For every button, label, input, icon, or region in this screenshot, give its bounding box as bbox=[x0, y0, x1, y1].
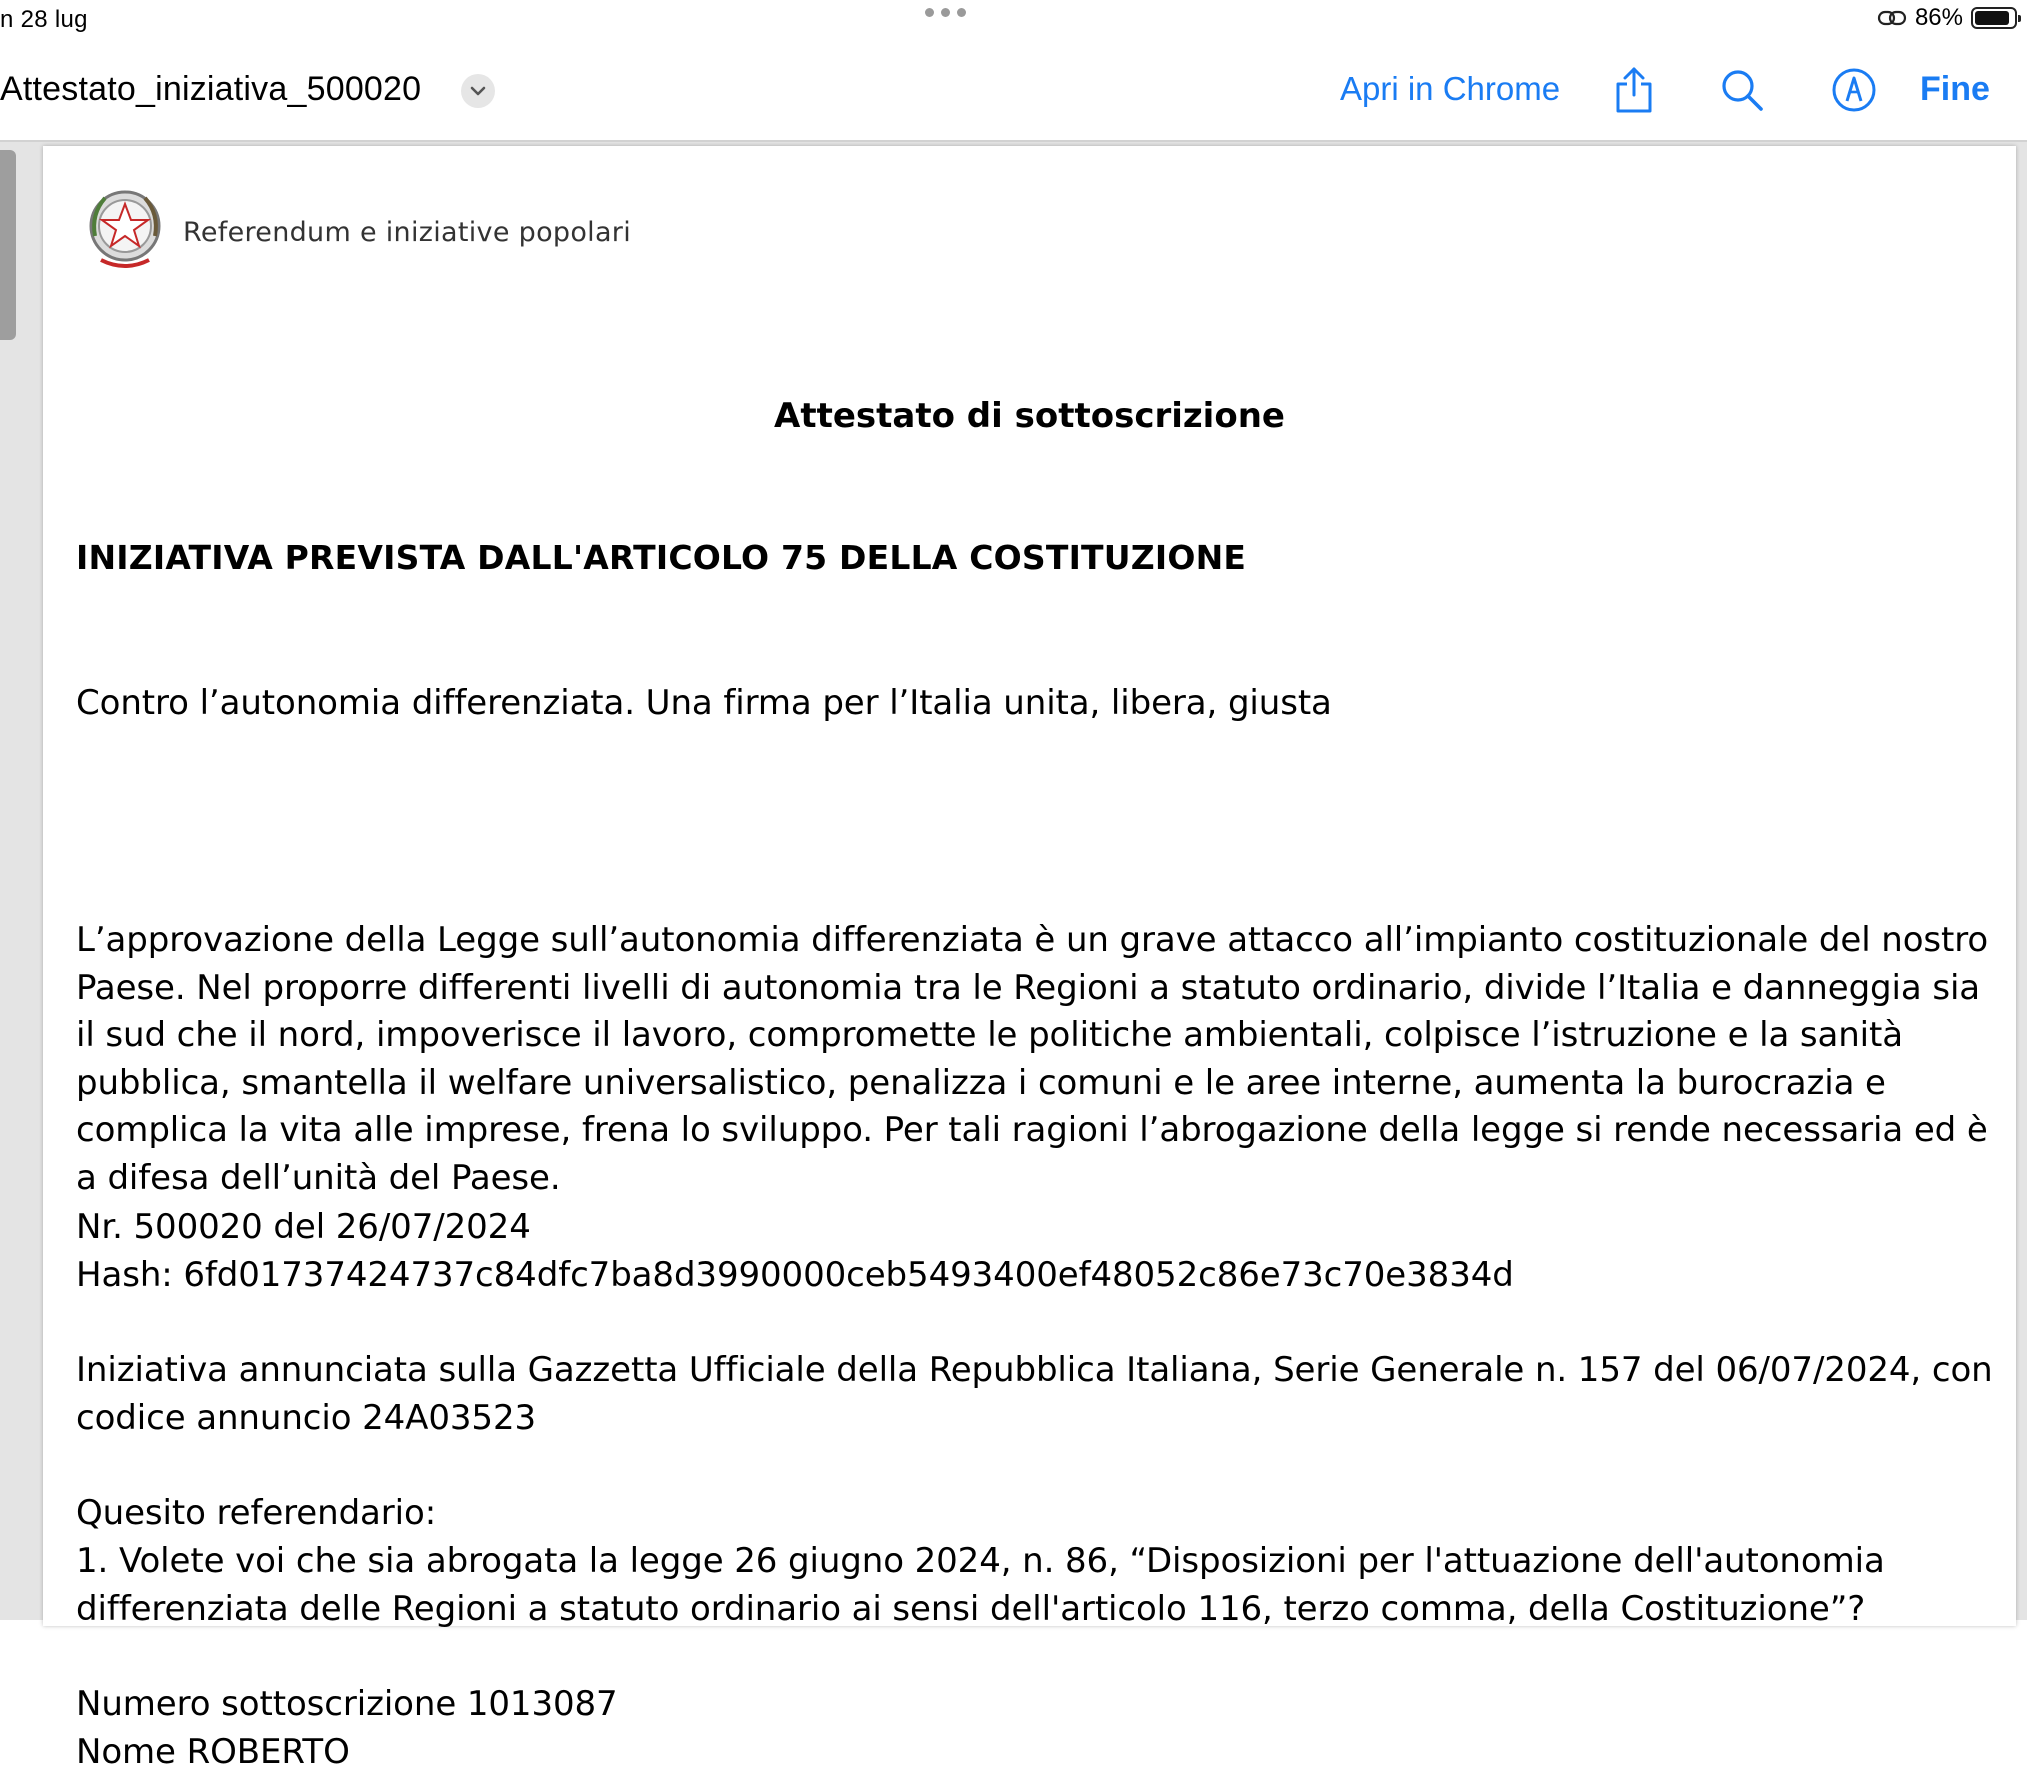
document-title[interactable]: Attestato_iniziativa_500020 bbox=[0, 70, 421, 109]
question-label: Quesito referendario: bbox=[76, 1490, 2006, 1538]
italian-republic-emblem-icon bbox=[83, 184, 167, 274]
signature-number: Numero sottoscrizione 1013087 bbox=[76, 1681, 2006, 1729]
status-right bbox=[1877, 4, 2017, 32]
initiative-description: L’approvazione della Legge sull’autonomia differenziata è un grave attacco all’impianto costituzionale del nostro Paese. Nel proporre differenti livelli di autonomia tra le Regioni a statuto ordinario, divide l’Italia e danneggia sia il sud che il nord, impoverisce il lavoro, compromette le politiche ambientali, colpisce l’istruzione e la sanità pubblica, smantella il welfare universalistico, penalizza i comuni e le aree interne, aumenta la burocrazia e complica la vita alle imprese, frena lo sviluppo. Per tali ragioni l’abrogazione della legge si rende necessaria ed è a difesa dell’unità del Paese. bbox=[76, 917, 2006, 1202]
markup-pen-icon[interactable] bbox=[1826, 62, 1882, 118]
battery-percent: 86% bbox=[1915, 4, 1963, 32]
search-icon[interactable] bbox=[1714, 62, 1770, 118]
chevron-down-icon[interactable] bbox=[461, 74, 495, 108]
page-thumbnail-strip[interactable] bbox=[0, 150, 16, 340]
document-heading: Attestato di sottoscrizione bbox=[43, 396, 2016, 436]
signer-name: Nome ROBERTO bbox=[76, 1729, 2006, 1776]
viewer-toolbar bbox=[0, 40, 2027, 142]
battery-icon bbox=[1971, 7, 2017, 29]
initiative-number: Nr. 500020 del 26/07/2024 bbox=[76, 1204, 2006, 1252]
share-icon[interactable] bbox=[1606, 62, 1662, 118]
initiative-subtitle: Contro l’autonomia differenziata. Una firma per l’Italia unita, libera, giusta bbox=[76, 680, 2006, 728]
status-date: n 28 lug bbox=[0, 6, 88, 34]
open-in-chrome-button[interactable]: Apri in Chrome bbox=[1340, 70, 1560, 108]
signature-details bbox=[76, 1681, 2006, 1776]
pdf-page[interactable] bbox=[43, 146, 2016, 1626]
gazette-notice: Iniziativa annunciata sulla Gazzetta Ufficiale della Repubblica Italiana, Serie Generale n. 157 del 06/07/2024, con codice annuncio 24A03523 bbox=[76, 1347, 2006, 1442]
initiative-type: INIZIATIVA PREVISTA DALL'ARTICOLO 75 DELLA COSTITUZIONE bbox=[76, 538, 1246, 577]
multitasking-dots-icon[interactable] bbox=[925, 8, 966, 17]
initiative-meta bbox=[76, 1204, 2006, 1299]
link-icon bbox=[1877, 7, 1907, 29]
status-bar bbox=[0, 0, 2027, 40]
done-button[interactable]: Fine bbox=[1920, 70, 1990, 109]
header-text: Referendum e iniziative popolari bbox=[183, 217, 631, 248]
referendum-question: 1. Volete voi che sia abrogata la legge 26 giugno 2024, n. 86, “Disposizioni per l'attuazione dell'autonomia differenziata delle Regioni a statuto ordinario ai sensi dell'articolo 116, terzo comma, della Costituzione”? bbox=[76, 1538, 2006, 1633]
initiative-hash: Hash: 6fd01737424737c84dfc7ba8d3990000ceb5493400ef48052c86e73c70e3834d bbox=[76, 1252, 2006, 1300]
